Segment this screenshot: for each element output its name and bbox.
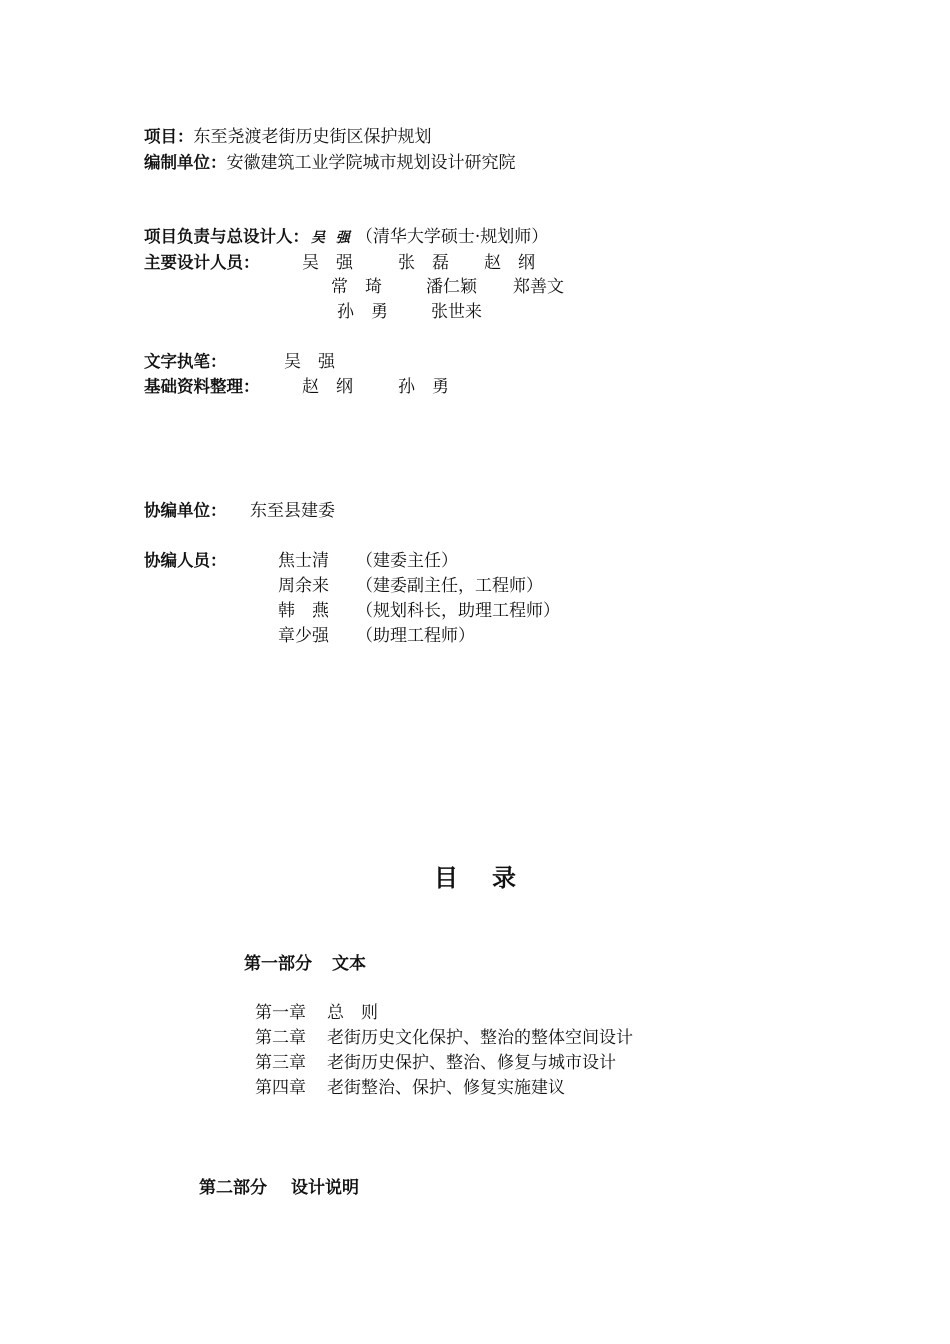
- toc-chapter-num: 第四章: [255, 1078, 306, 1098]
- designer-name: 赵 纲: [484, 253, 535, 273]
- compiler-line: [144, 153, 516, 173]
- data-compiler-line: [144, 377, 260, 397]
- project-line: [144, 127, 432, 147]
- toc-part-1[interactable]: [244, 949, 366, 974]
- co-staff-line: [144, 551, 227, 571]
- writer-label: 文字执笔：: [144, 352, 227, 371]
- co-unit-line: [144, 501, 227, 521]
- toc-title: 目录: [434, 864, 550, 892]
- toc-chapter-title: 老街整治、保护、修复实施建议: [327, 1078, 565, 1098]
- toc-chapter-title: 总 则: [327, 1003, 378, 1023]
- designer-name: 张世来: [431, 302, 482, 322]
- toc-chapter[interactable]: [255, 1023, 633, 1048]
- co-unit-name: 东至县建委: [250, 501, 335, 521]
- lead-designer-signature: 吴 强: [311, 230, 353, 246]
- toc-part-2[interactable]: [199, 1173, 359, 1198]
- project-name: 东至尧渡老街历史街区保护规划: [193, 127, 432, 147]
- toc-chapter-num: 第一章: [255, 1003, 306, 1023]
- toc-part-2-title: 设计说明: [291, 1178, 359, 1198]
- co-staff-label: 协编人员：: [144, 551, 227, 570]
- toc-chapter[interactable]: [255, 1073, 565, 1098]
- co-staff-role: （助理工程师）: [356, 626, 475, 646]
- main-designers-label: 主要设计人员：: [144, 253, 260, 272]
- co-unit-label: 协编单位：: [144, 501, 227, 520]
- writer-name: 吴 强: [284, 352, 335, 372]
- co-staff-name: 章少强: [278, 626, 329, 646]
- co-staff-role: （规划科长，助理工程师）: [356, 601, 560, 621]
- data-compiler-name: 赵 纲: [302, 377, 353, 397]
- toc-part-1-title: 文本: [332, 954, 366, 974]
- co-staff-name: 焦士清: [278, 551, 329, 571]
- co-staff-role: （建委主任）: [356, 551, 458, 571]
- toc-part-2-num: 第二部分: [199, 1178, 267, 1198]
- lead-designer-note: （清华大学硕士·规划师）: [355, 227, 549, 247]
- co-staff-role: （建委副主任，工程师）: [356, 576, 543, 596]
- co-staff-name: 周余来: [278, 576, 329, 596]
- designer-name: 常 琦: [331, 277, 382, 297]
- toc-part-1-num: 第一部分: [244, 954, 312, 974]
- designer-name: 吴 强: [302, 253, 353, 273]
- designer-name: 郑善文: [513, 277, 564, 297]
- project-label: 项目：: [144, 127, 194, 146]
- toc-chapter[interactable]: [255, 998, 378, 1023]
- compiler-name: 安徽建筑工业学院城市规划设计研究院: [226, 153, 516, 173]
- designer-name: 潘仁颖: [426, 277, 477, 297]
- data-compiler-label: 基础资料整理：: [144, 377, 260, 396]
- designer-name: 孙 勇: [337, 302, 388, 322]
- compiler-label: 编制单位：: [144, 153, 227, 172]
- toc-chapter-title: 老街历史保护、整治、修复与城市设计: [327, 1053, 616, 1073]
- toc-chapter-title: 老街历史文化保护、整治的整体空间设计: [327, 1028, 633, 1048]
- lead-designer-line: [144, 227, 548, 248]
- toc-chapter[interactable]: [255, 1048, 616, 1073]
- toc-chapter-num: 第三章: [255, 1053, 306, 1073]
- co-staff-name: 韩 燕: [278, 601, 329, 621]
- data-compiler-name: 孙 勇: [398, 377, 449, 397]
- writer-line: [144, 352, 227, 372]
- main-designers-line: [144, 253, 260, 273]
- lead-designer-label: 项目负责与总设计人：: [144, 227, 309, 246]
- designer-name: 张 磊: [398, 253, 449, 273]
- toc-chapter-num: 第二章: [255, 1028, 306, 1048]
